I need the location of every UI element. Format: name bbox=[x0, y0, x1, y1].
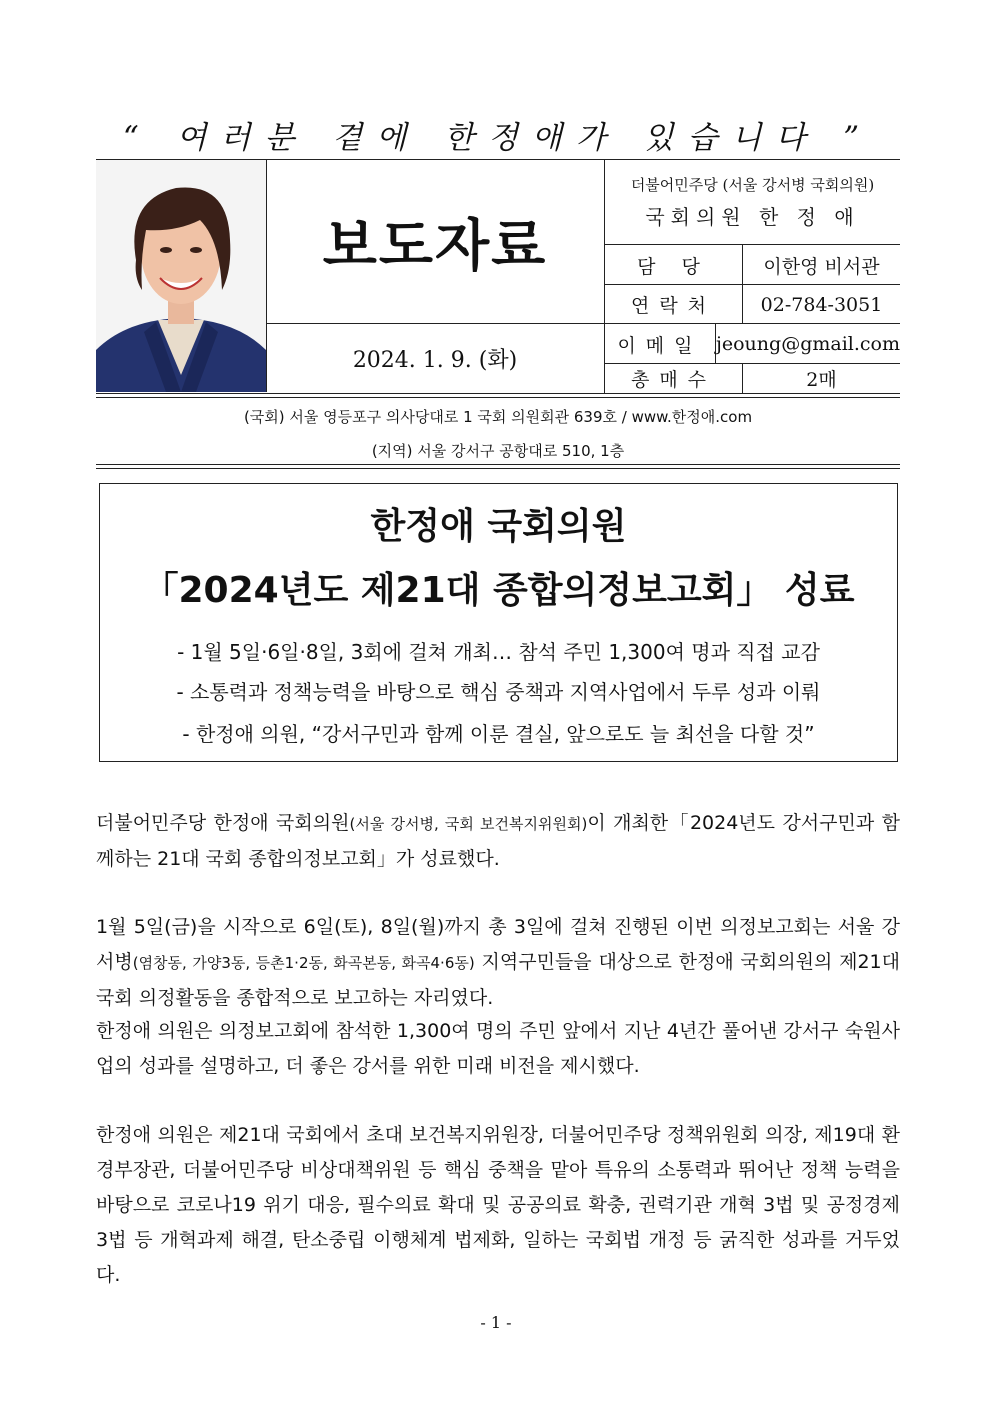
contact-row-phone bbox=[605, 284, 900, 324]
p1-text-small: (서울 강서병, 국회 보건복지위원회) bbox=[349, 815, 588, 833]
row-key: 담 당 bbox=[605, 245, 743, 285]
press-release-title: 보도자료 bbox=[266, 160, 605, 323]
contact-row-manager bbox=[605, 244, 900, 285]
row-value: 2매 bbox=[806, 369, 837, 391]
row-key: 이메일 bbox=[605, 324, 716, 364]
address-rule bbox=[96, 464, 900, 465]
party-label: 더불어민주당 (서울 강서병 국회의원) bbox=[630, 176, 875, 194]
header-bottom-rule-2 bbox=[96, 397, 900, 398]
body-paragraph-4: 한정애 의원은 제21대 국회에서 초대 보건복지위원장, 더불어민주당 정책위원회 의장, 제19대 환경부장관, 더불어민주당 비상대책위원 등 핵심 중책을 맡아 특유의 소통력과 뛰어난 정책 능력을 바탕으로 코로나19 위기 대응, 필수의료 확대 및 공공의료 확충, 권력기관 개혁 3법 및 공정경제 3법 등 개혁과제 해결, 탄소중립 이행체계 법제화, 일하는 국회법 개정 등 굵직한 성과를 거두었다. bbox=[96, 1124, 900, 1286]
portrait-photo bbox=[96, 160, 267, 392]
body-paragraph-1 bbox=[96, 806, 900, 877]
body-paragraph-3: 한정애 의원은 의정보고회에 참석한 1,300여 명의 주민 앞에서 지난 4년간 풀어낸 강서구 숙원사업의 성과를 설명하고, 더 좋은 강서를 위한 미래 비전을 제시했다. bbox=[96, 1020, 900, 1077]
row-value: 이한영 비서관 bbox=[763, 255, 880, 278]
subheadline-2: - 소통력과 정책능력을 바탕으로 핵심 중책과 지역사업에서 두루 성과 이뤄 bbox=[176, 680, 821, 704]
subheadline-1: - 1월 5일·6일·8일, 3회에 걸쳐 개최… 참석 주민 1,300여 명과 직접 교감 bbox=[177, 640, 820, 664]
release-date: 2024. 1. 9. (화) bbox=[266, 323, 605, 393]
contact-row-email bbox=[605, 323, 900, 364]
p2-text-b: 지역구민들을 대상으로 한정애 국회의원의 제21대 국회 의정활동을 종합적으로 보고하는 자리였다. bbox=[96, 951, 900, 1009]
contact-row-pages bbox=[605, 363, 900, 393]
body-paragraph-2 bbox=[96, 910, 900, 1016]
row-value: jeoung@gmail.com bbox=[715, 333, 900, 355]
assembly-address: (국회) 서울 영등포구 의사당대로 1 국회 의원회관 639호 / www.한정애.com bbox=[243, 408, 753, 426]
local-address: (지역) 서울 강서구 공항대로 510, 1층 bbox=[371, 442, 625, 460]
member-name: 국회의원 한 정 애 bbox=[645, 205, 860, 229]
p1-text-a: 더불어민주당 한정애 국회의원 bbox=[96, 812, 350, 834]
row-key: 연락처 bbox=[605, 285, 743, 324]
row-key: 총매수 bbox=[605, 364, 743, 393]
page-number: - 1 - bbox=[480, 1313, 512, 1332]
address-rule-2 bbox=[96, 468, 900, 469]
p1-text-b: 이 개최한「2024년도 강서구민과 함께하는 21대 국회 종합의정보고회」가 성료했다. bbox=[96, 812, 901, 870]
headline-line-1: 한정애 국회의원 bbox=[370, 506, 627, 547]
subheadline-3: - 한정애 의원, “강서구민과 함께 이룬 결실, 앞으로도 늘 최선을 다할 것” bbox=[182, 722, 815, 746]
slogan: “ 여러분 곁에 한정애가 있습니다 ” bbox=[122, 120, 874, 156]
headline-line-2: 「2024년도 제21대 종합의정보고회」 성료 bbox=[142, 570, 855, 611]
press-header bbox=[96, 160, 900, 392]
p2-text-a: 1월 5일(금)을 시작으로 6일(토), 8일(월)까지 총 3일에 걸쳐 진행된 이번 의정보고회는 서울 강서병 bbox=[96, 916, 900, 973]
p2-text-small: (염창동, 가양3동, 등촌1·2동, 화곡본동, 화곡4·6동) bbox=[132, 954, 475, 972]
headline-box bbox=[99, 483, 898, 762]
row-value: 02-784-3051 bbox=[760, 293, 883, 316]
header-bottom-rule bbox=[96, 393, 900, 394]
organization-block bbox=[605, 160, 900, 244]
